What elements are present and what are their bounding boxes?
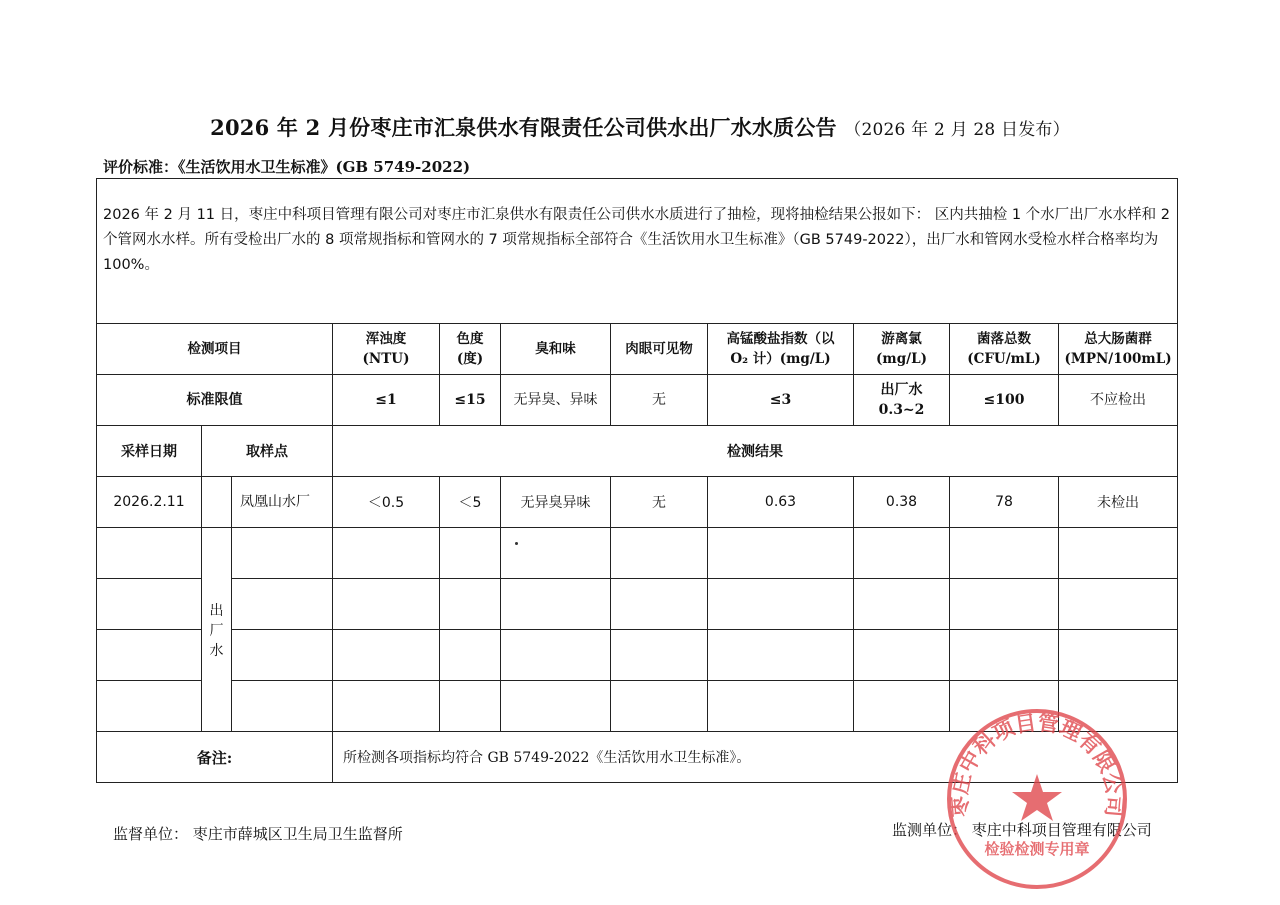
col-visible: 肉眼可见物 — [611, 324, 708, 375]
supervisor-unit: 监督单位： 枣庄市薛城区卫生局卫生监督所 — [113, 825, 403, 843]
date-header: 采样日期 — [97, 426, 202, 477]
col-permanganate: 高锰酸盐指数（以 O₂ 计）(mg/L) — [708, 324, 854, 375]
official-seal — [942, 704, 1132, 894]
col-chlorine: 游离氯 (mg/L) — [854, 324, 950, 375]
result-header: 检测结果 — [333, 426, 1178, 477]
svg-text:枣庄中科项目管理有限公司: 枣庄中科项目管理有限公司 — [946, 709, 1128, 818]
item-header: 检测项目 — [97, 324, 333, 375]
limit-row — [97, 375, 1178, 426]
limit-label: 标准限值 — [97, 375, 333, 426]
col-turbidity: 浑浊度 (NTU) — [333, 324, 440, 375]
val-turbidity: ＜0.5 — [333, 477, 440, 528]
limit-color: ≤15 — [440, 375, 501, 426]
speck — [515, 542, 518, 545]
result-header-row — [97, 426, 1178, 477]
evaluation-standard: 评价标准：《生活饮用水卫生标准》(GB 5749-2022) — [103, 158, 471, 176]
title-text: 2026 年 2 月份枣庄市汇泉供水有限责任公司供水出厂水水质公告 — [210, 115, 837, 140]
water-type-cell — [202, 528, 333, 732]
col-coliform: 总大肠菌群 (MPN/100mL) — [1059, 324, 1178, 375]
sample-date: 2026.2.11 — [97, 477, 202, 528]
sample-point: 凤凰山水厂 — [240, 494, 310, 510]
limit-chlorine: 出厂水 0.3~2 — [854, 375, 950, 426]
intro-text: 2026 年 2 月 11 日，枣庄中科项目管理有限公司对枣庄市汇泉供水有限责任公司供水水质进行了抽检，现将抽检结果公报如下： 区内共抽检 1 个水厂出厂水水样和 2 个管网水水样。所有受检出厂水的 8 项常规指标和管网水的 7 项常规指标全部符合《生活饮用水卫生标准》（GB 5749-2022），出厂水和管网水受检水样合格率均为 100%。 — [97, 179, 1178, 324]
publish-date: （2026 年 2 月 28 日发布） — [844, 120, 1070, 140]
col-odor: 臭和味 — [501, 324, 611, 375]
val-permanganate: 0.63 — [708, 477, 854, 528]
point-header: 取样点 — [202, 426, 333, 477]
svg-text:检验检测专用章: 检验检测专用章 — [984, 840, 1090, 858]
limit-odor: 无异臭、异味 — [501, 375, 611, 426]
val-odor: 无异臭异味 — [501, 477, 611, 528]
limit-permanganate: ≤3 — [708, 375, 854, 426]
val-color: ＜5 — [440, 477, 501, 528]
seal-star-icon — [1012, 774, 1062, 821]
quality-table — [96, 178, 1178, 783]
header-row — [97, 324, 1178, 375]
monitor-unit: 监测单位： 枣庄中科项目管理有限公司 — [892, 821, 1152, 839]
sample-point-cell — [202, 477, 333, 528]
water-type-label: 出 厂 水 — [202, 528, 232, 731]
table-row — [97, 477, 1178, 528]
remark-label: 备注: — [97, 732, 333, 783]
col-color: 色度 (度) — [440, 324, 501, 375]
page-title — [0, 112, 1280, 142]
limit-turbidity: ≤1 — [333, 375, 440, 426]
col-colony: 菌落总数 (CFU/mL) — [950, 324, 1059, 375]
limit-visible: 无 — [611, 375, 708, 426]
limit-coliform: 不应检出 — [1059, 375, 1178, 426]
water-type-strip — [202, 477, 232, 527]
limit-colony: ≤100 — [950, 375, 1059, 426]
remark-text: 所检测各项指标均符合 GB 5749-2022《生活饮用水卫生标准》。 — [333, 732, 1178, 783]
val-coliform: 未检出 — [1059, 477, 1178, 528]
val-colony: 78 — [950, 477, 1059, 528]
val-chlorine: 0.38 — [854, 477, 950, 528]
val-visible: 无 — [611, 477, 708, 528]
table-row — [97, 528, 1178, 579]
